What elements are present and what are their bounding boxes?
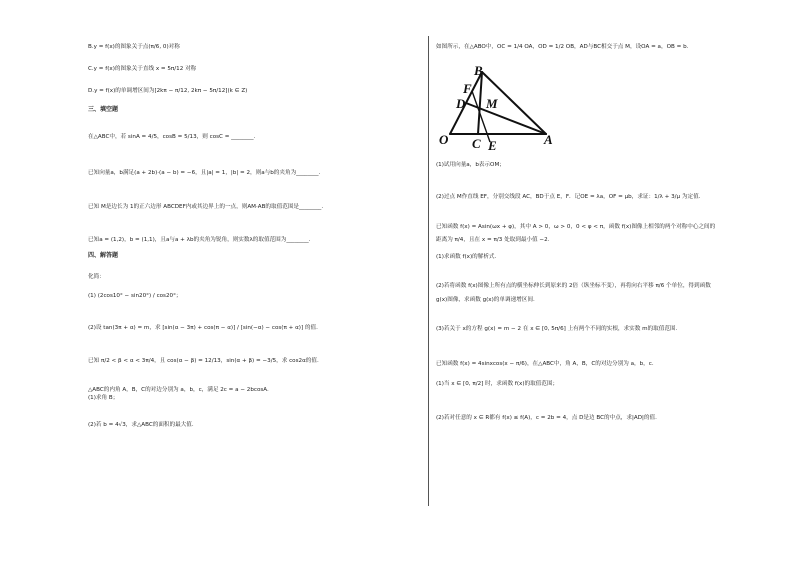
segment-BC [478,72,482,134]
section-heading: 三、填空题 [88,106,119,113]
question-line: (1)求函数 f(x)的解析式. [436,254,497,260]
label-O: O [439,132,449,147]
label-F: F [463,81,472,96]
question-line: 已知 π/2 < β < α < 3π/4，且 cos(α − β) = 12/13，sin(α + β) = −3/5，求 cos2α的值. [88,358,319,364]
question-line: 已知 M是边长为 1的正六边形 ABCDEF内或其边界上的一点，则AM·AB的取值范围是________. [88,204,324,210]
question-line: C.y = f(x)的图象关于直线 x = 5π/12 对称 [88,66,197,72]
question-line: B.y = f(x)的图象关于点(π/6, 0)对称 [88,44,180,50]
question-line: (1) (2cos10° − sin20°) / cos20°； [88,293,182,299]
label-C: C [472,136,481,150]
question-line: 已知向量a，b满足(a + 2b)·(a − b) = −6，且|a| = 1，|b| = 2，则a与b的夹角为________. [88,170,321,176]
question-line: 已知a = (1,2)，b = (1,1)，且a与a + λb的夹角为锐角，则实数λ的取值范围为________. [88,237,311,243]
question-line: 在△ABC中，若 sinA = 4/5，cosB = 5/13，则 cosC = ________. [88,134,256,140]
question-line: 已知函数 f(x) = 4sinxcos(x − π/6)，在△ABC中，角 A，B，C的对边分别为 a，b，c. [436,361,654,367]
column-divider [428,36,429,506]
question-line: (1)求角 B； [88,395,119,401]
section-heading: 四、解答题 [88,252,119,259]
question-line: (1)当 x ∈ [0, π/2] 时，求函数 f(x)的取值范围； [436,381,559,387]
question-line: (2)若对任意的 x ∈ R都有 f(x) ≤ f(A)，c = 2b = 4，点 D是边 BC的中点，求|AD|的值. [436,415,657,421]
question-line: 如图所示，在△ABO中，OC = 1/4 OA，OD = 1/2 OB，AD与BC相交于点 M，设OA = a，OB = b. [436,44,689,50]
question-line: (2)过点 M作直线 EF，分别交线段 AC，BD于点 E，F．记OE = λa，OF = μb，求证：1/λ + 3/μ 为定值. [436,194,701,200]
label-M: M [486,96,498,111]
label-E: E [488,138,497,150]
label-A: A [544,132,553,147]
question-line: (1)试用向量a，b表示OM； [436,162,505,168]
question-line: 化简： [88,274,105,280]
question-line: △ABC的内角 A，B，C的对边分别为 a，b，c，满足 2c = a − 2bcosA. [88,387,269,393]
question-line: 距离为 π/4，且在 x = π/3 处取到最小值 −2. [436,237,550,243]
question-line: (2)设 tan(3π + α) = m，求 [sin(α − 3π) + cos(π − α)] / [sin(−α) − cos(π + α)] 的值. [88,325,318,331]
question-line: g(x)图像，求函数 g(x)的单调递增区间. [436,297,535,303]
label-B: B [474,63,483,78]
question-line: (2)若将函数 f(x)图像上所有点的横坐标伸长到原来的 2倍（纵坐标不变），再将向右平移 π/6 个单位，得到函数 [436,283,711,289]
question-line: 已知函数 f(x) = Asin(ωx + φ)，其中 A > 0，ω > 0，0 < φ < π，函数 f(x)图像上相邻的两个对称中心之间的 [436,224,716,230]
label-D: D [456,96,466,111]
question-line: (2)若 b = 4√3，求△ABC的面积的最大值. [88,422,194,428]
triangle-figure [438,62,558,150]
question-line: D.y = f(x)的单调增区间为[2kπ − π/12, 2kπ − 5π/12](k ∈ Z) [88,88,248,94]
question-line: (3)若关于 x的方程 g(x) = m − 2 在 x ∈ [0, 5π/6] 上有两个不同的实根，求实数 m的取值范围. [436,326,678,332]
